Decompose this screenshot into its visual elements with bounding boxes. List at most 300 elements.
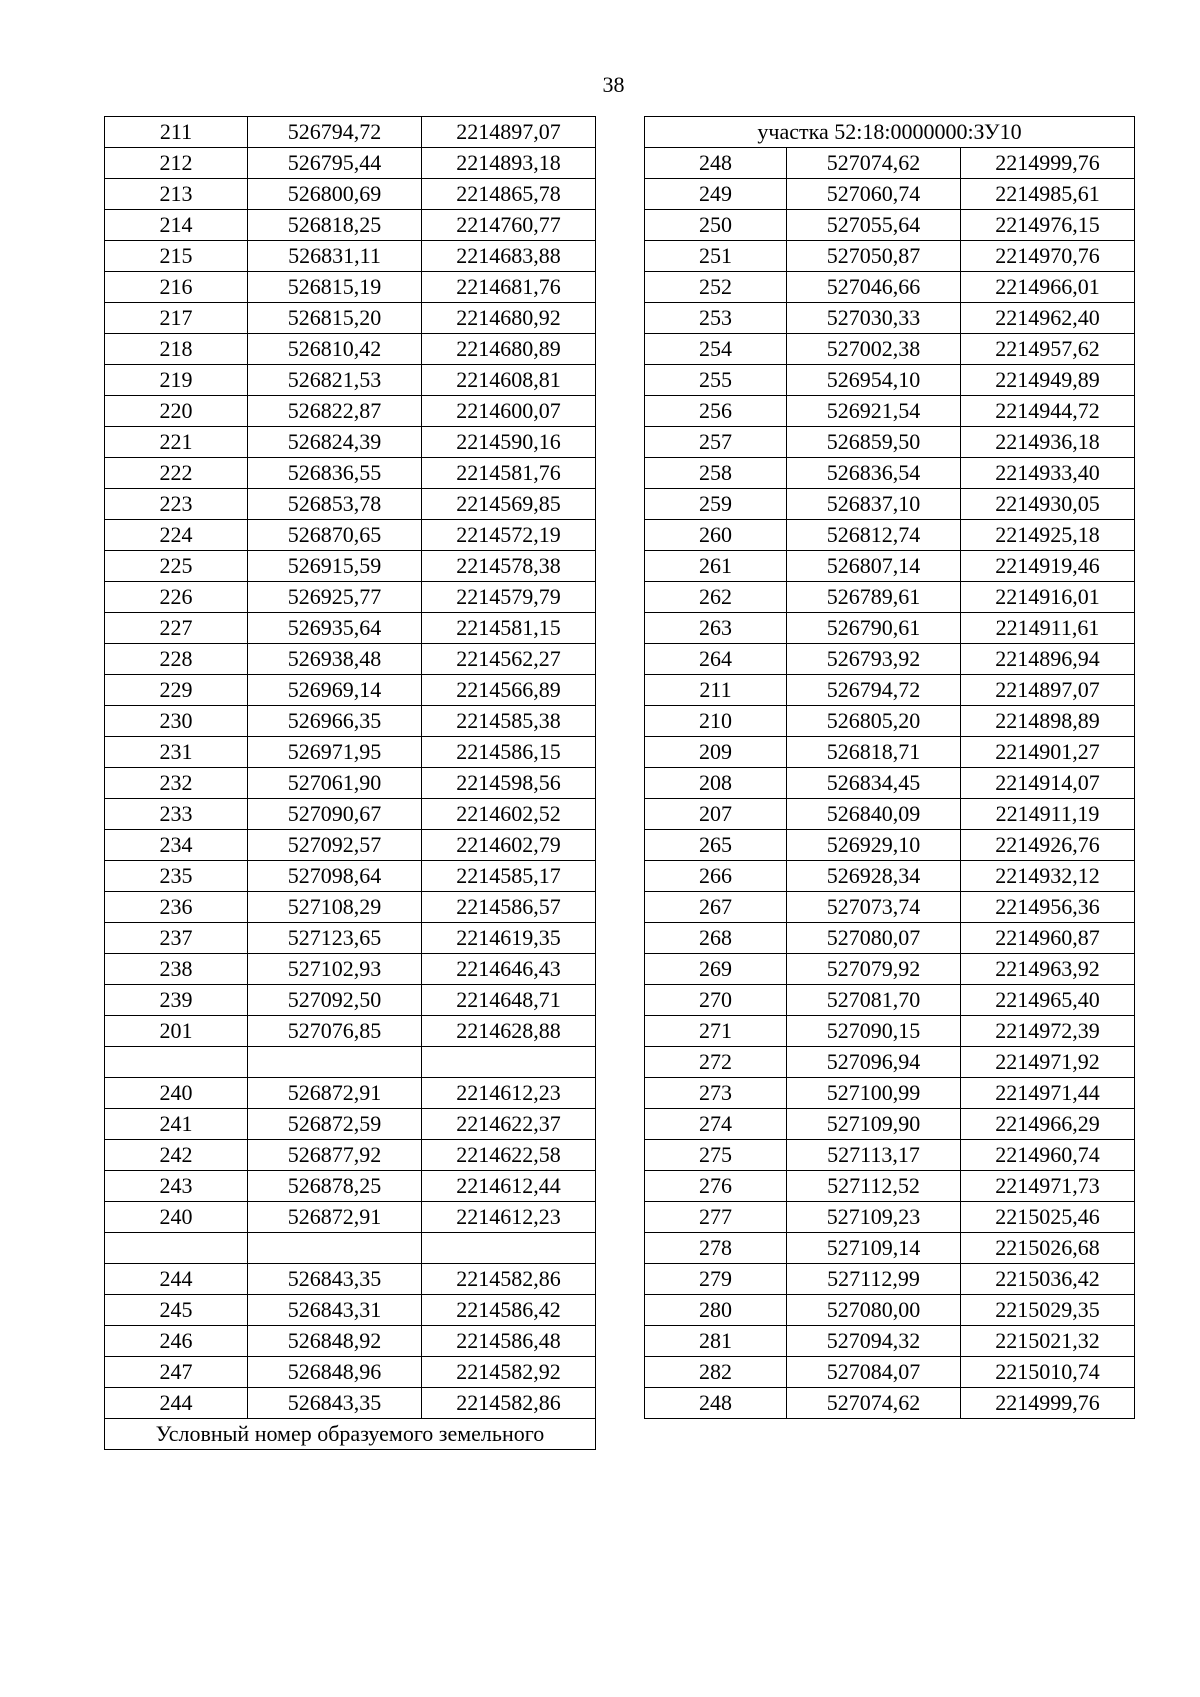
x-coordinate-cell: 526878,25 <box>248 1171 422 1202</box>
y-coordinate-cell: 2214999,76 <box>961 1388 1135 1419</box>
point-number-cell: 248 <box>645 1388 787 1419</box>
point-number-cell: 237 <box>105 923 248 954</box>
table-row <box>105 892 596 923</box>
x-coordinate-cell: 527102,93 <box>248 954 422 985</box>
x-coordinate-cell: 526969,14 <box>248 675 422 706</box>
table-row <box>105 1233 596 1264</box>
y-coordinate-cell: 2214572,19 <box>422 520 596 551</box>
y-coordinate-cell: 2214566,89 <box>422 675 596 706</box>
point-number-cell: 243 <box>105 1171 248 1202</box>
point-number-cell: 207 <box>645 799 787 830</box>
x-coordinate-cell: 526790,61 <box>787 613 961 644</box>
table-row <box>645 179 1135 210</box>
x-coordinate-cell: 526843,35 <box>248 1264 422 1295</box>
table-row <box>105 1047 596 1078</box>
point-number-cell: 231 <box>105 737 248 768</box>
x-coordinate-cell: 526848,96 <box>248 1357 422 1388</box>
table-row <box>105 799 596 830</box>
coordinates-table-right-body <box>645 148 1135 1419</box>
table-row <box>645 520 1135 551</box>
point-number-cell: 249 <box>645 179 787 210</box>
coordinates-table-left <box>104 116 596 1450</box>
table-row <box>645 427 1135 458</box>
point-number-cell: 254 <box>645 334 787 365</box>
x-coordinate-cell: 527109,90 <box>787 1109 961 1140</box>
point-number-cell: 273 <box>645 1078 787 1109</box>
y-coordinate-cell: 2214898,89 <box>961 706 1135 737</box>
x-coordinate-cell: 527060,74 <box>787 179 961 210</box>
y-coordinate-cell <box>422 1047 596 1078</box>
x-coordinate-cell: 527073,74 <box>787 892 961 923</box>
y-coordinate-cell: 2214569,85 <box>422 489 596 520</box>
table-row <box>105 241 596 272</box>
table-row <box>645 613 1135 644</box>
y-coordinate-cell: 2214971,92 <box>961 1047 1135 1078</box>
table-row <box>105 1264 596 1295</box>
y-coordinate-cell: 2215025,46 <box>961 1202 1135 1233</box>
point-number-cell: 233 <box>105 799 248 830</box>
point-number-cell: 250 <box>645 210 787 241</box>
table-row <box>645 303 1135 334</box>
table-row <box>645 1233 1135 1264</box>
point-number-cell: 269 <box>645 954 787 985</box>
table-row <box>645 923 1135 954</box>
point-number-cell: 282 <box>645 1357 787 1388</box>
table-row <box>105 706 596 737</box>
y-coordinate-cell: 2214933,40 <box>961 458 1135 489</box>
y-coordinate-cell: 2214911,19 <box>961 799 1135 830</box>
coordinates-table-left-body <box>105 117 596 1419</box>
table-row <box>645 1326 1135 1357</box>
point-number-cell: 236 <box>105 892 248 923</box>
table-row <box>645 892 1135 923</box>
table-row <box>645 768 1135 799</box>
point-number-cell: 264 <box>645 644 787 675</box>
y-coordinate-cell: 2214646,43 <box>422 954 596 985</box>
y-coordinate-cell: 2214966,29 <box>961 1109 1135 1140</box>
table-row <box>105 830 596 861</box>
table-row <box>645 241 1135 272</box>
y-coordinate-cell: 2214932,12 <box>961 861 1135 892</box>
table-row <box>105 458 596 489</box>
y-coordinate-cell: 2214622,58 <box>422 1140 596 1171</box>
coordinates-table-right <box>644 116 1135 1419</box>
y-coordinate-cell: 2214944,72 <box>961 396 1135 427</box>
y-coordinate-cell: 2214622,37 <box>422 1109 596 1140</box>
point-number-cell: 272 <box>645 1047 787 1078</box>
point-number-cell: 244 <box>105 1264 248 1295</box>
table-row <box>105 675 596 706</box>
x-coordinate-cell: 527113,17 <box>787 1140 961 1171</box>
y-coordinate-cell: 2214897,07 <box>961 675 1135 706</box>
table-footer-row <box>105 1419 596 1450</box>
y-coordinate-cell: 2214971,44 <box>961 1078 1135 1109</box>
x-coordinate-cell: 527080,00 <box>787 1295 961 1326</box>
table-row <box>645 1047 1135 1078</box>
x-coordinate-cell: 526800,69 <box>248 179 422 210</box>
y-coordinate-cell: 2214612,44 <box>422 1171 596 1202</box>
point-number-cell: 277 <box>645 1202 787 1233</box>
point-number-cell: 275 <box>645 1140 787 1171</box>
y-coordinate-cell: 2215029,35 <box>961 1295 1135 1326</box>
point-number-cell: 278 <box>645 1233 787 1264</box>
point-number-cell: 260 <box>645 520 787 551</box>
point-number-cell: 219 <box>105 365 248 396</box>
point-number-cell: 257 <box>645 427 787 458</box>
y-coordinate-cell: 2214586,48 <box>422 1326 596 1357</box>
point-number-cell: 267 <box>645 892 787 923</box>
table-row <box>105 117 596 148</box>
point-number-cell: 211 <box>105 117 248 148</box>
table-row <box>105 365 596 396</box>
table-row <box>105 396 596 427</box>
y-coordinate-cell: 2214680,92 <box>422 303 596 334</box>
point-number-cell: 271 <box>645 1016 787 1047</box>
x-coordinate-cell: 526824,39 <box>248 427 422 458</box>
table-row <box>105 737 596 768</box>
table-row <box>105 1202 596 1233</box>
x-coordinate-cell: 527098,64 <box>248 861 422 892</box>
x-coordinate-cell: 527108,29 <box>248 892 422 923</box>
x-coordinate-cell: 526872,91 <box>248 1078 422 1109</box>
y-coordinate-cell: 2214581,76 <box>422 458 596 489</box>
y-coordinate-cell: 2214957,62 <box>961 334 1135 365</box>
y-coordinate-cell: 2214926,76 <box>961 830 1135 861</box>
point-number-cell: 244 <box>105 1388 248 1419</box>
x-coordinate-cell: 526877,92 <box>248 1140 422 1171</box>
y-coordinate-cell: 2214914,07 <box>961 768 1135 799</box>
y-coordinate-cell: 2214619,35 <box>422 923 596 954</box>
point-number-cell: 240 <box>105 1202 248 1233</box>
x-coordinate-cell: 527090,15 <box>787 1016 961 1047</box>
y-coordinate-cell: 2214578,38 <box>422 551 596 582</box>
point-number-cell: 270 <box>645 985 787 1016</box>
y-coordinate-cell: 2214965,40 <box>961 985 1135 1016</box>
x-coordinate-cell: 526837,10 <box>787 489 961 520</box>
point-number-cell: 274 <box>645 1109 787 1140</box>
x-coordinate-cell: 526966,35 <box>248 706 422 737</box>
point-number-cell: 216 <box>105 272 248 303</box>
x-coordinate-cell: 527046,66 <box>787 272 961 303</box>
x-coordinate-cell: 526938,48 <box>248 644 422 675</box>
table-row <box>645 1140 1135 1171</box>
y-coordinate-cell: 2214585,38 <box>422 706 596 737</box>
y-coordinate-cell: 2214586,57 <box>422 892 596 923</box>
point-number-cell: 241 <box>105 1109 248 1140</box>
x-coordinate-cell: 526794,72 <box>248 117 422 148</box>
point-number-cell: 238 <box>105 954 248 985</box>
x-coordinate-cell: 526843,35 <box>248 1388 422 1419</box>
y-coordinate-cell: 2214598,56 <box>422 768 596 799</box>
y-coordinate-cell: 2214586,42 <box>422 1295 596 1326</box>
point-number-cell: 212 <box>105 148 248 179</box>
table-row <box>645 1295 1135 1326</box>
point-number-cell: 215 <box>105 241 248 272</box>
y-coordinate-cell: 2214985,61 <box>961 179 1135 210</box>
table-row <box>645 1078 1135 1109</box>
point-number-cell: 211 <box>645 675 787 706</box>
x-coordinate-cell: 527050,87 <box>787 241 961 272</box>
table-row <box>105 1388 596 1419</box>
x-coordinate-cell <box>248 1233 422 1264</box>
x-coordinate-cell: 526870,65 <box>248 520 422 551</box>
point-number-cell: 235 <box>105 861 248 892</box>
table-row <box>105 179 596 210</box>
table-row <box>645 644 1135 675</box>
table-row <box>105 1326 596 1357</box>
point-number-cell: 276 <box>645 1171 787 1202</box>
table-row <box>645 1388 1135 1419</box>
table-row <box>105 1171 596 1202</box>
table-row <box>645 551 1135 582</box>
y-coordinate-cell: 2214925,18 <box>961 520 1135 551</box>
y-coordinate-cell: 2214972,39 <box>961 1016 1135 1047</box>
table-row <box>645 1264 1135 1295</box>
point-number-cell: 242 <box>105 1140 248 1171</box>
table-row <box>645 954 1135 985</box>
x-coordinate-cell: 526794,72 <box>787 675 961 706</box>
y-coordinate-cell: 2214930,05 <box>961 489 1135 520</box>
table-row <box>645 272 1135 303</box>
table-row <box>645 675 1135 706</box>
x-coordinate-cell: 527074,62 <box>787 148 961 179</box>
table-row <box>105 1140 596 1171</box>
table-footer-caption: Условный номер образуемого земельного <box>105 1419 596 1450</box>
point-number-cell: 262 <box>645 582 787 613</box>
x-coordinate-cell: 526843,31 <box>248 1295 422 1326</box>
table-row <box>645 582 1135 613</box>
table-row <box>105 210 596 241</box>
point-number-cell: 252 <box>645 272 787 303</box>
point-number-cell: 239 <box>105 985 248 1016</box>
point-number-cell: 265 <box>645 830 787 861</box>
x-coordinate-cell: 527096,94 <box>787 1047 961 1078</box>
y-coordinate-cell: 2214585,17 <box>422 861 596 892</box>
x-coordinate-cell: 527100,99 <box>787 1078 961 1109</box>
point-number-cell: 208 <box>645 768 787 799</box>
table-row <box>645 210 1135 241</box>
point-number-cell: 230 <box>105 706 248 737</box>
x-coordinate-cell: 527061,90 <box>248 768 422 799</box>
y-coordinate-cell: 2214936,18 <box>961 427 1135 458</box>
x-coordinate-cell: 527094,32 <box>787 1326 961 1357</box>
table-header-row <box>645 117 1135 148</box>
point-number-cell: 280 <box>645 1295 787 1326</box>
y-coordinate-cell: 2214971,73 <box>961 1171 1135 1202</box>
point-number-cell: 232 <box>105 768 248 799</box>
table-row <box>645 334 1135 365</box>
x-coordinate-cell: 527112,52 <box>787 1171 961 1202</box>
table-row <box>105 644 596 675</box>
y-coordinate-cell: 2214970,76 <box>961 241 1135 272</box>
x-coordinate-cell: 526840,09 <box>787 799 961 830</box>
point-number-cell: 224 <box>105 520 248 551</box>
point-number-cell: 228 <box>105 644 248 675</box>
y-coordinate-cell: 2214901,27 <box>961 737 1135 768</box>
table-row <box>645 861 1135 892</box>
x-coordinate-cell: 526812,74 <box>787 520 961 551</box>
point-number-cell: 229 <box>105 675 248 706</box>
y-coordinate-cell: 2214916,01 <box>961 582 1135 613</box>
y-coordinate-cell: 2215036,42 <box>961 1264 1135 1295</box>
x-coordinate-cell: 526848,92 <box>248 1326 422 1357</box>
point-number-cell: 255 <box>645 365 787 396</box>
x-coordinate-cell: 527112,99 <box>787 1264 961 1295</box>
point-number-cell: 279 <box>645 1264 787 1295</box>
x-coordinate-cell: 527076,85 <box>248 1016 422 1047</box>
y-coordinate-cell: 2214600,07 <box>422 396 596 427</box>
point-number-cell: 209 <box>645 737 787 768</box>
x-coordinate-cell: 526921,54 <box>787 396 961 427</box>
x-coordinate-cell: 527109,14 <box>787 1233 961 1264</box>
y-coordinate-cell: 2214896,94 <box>961 644 1135 675</box>
point-number-cell: 240 <box>105 1078 248 1109</box>
y-coordinate-cell: 2214683,88 <box>422 241 596 272</box>
x-coordinate-cell: 526935,64 <box>248 613 422 644</box>
point-number-cell: 263 <box>645 613 787 644</box>
x-coordinate-cell: 527079,92 <box>787 954 961 985</box>
table-row <box>105 148 596 179</box>
x-coordinate-cell: 526810,42 <box>248 334 422 365</box>
point-number-cell: 246 <box>105 1326 248 1357</box>
table-row <box>645 985 1135 1016</box>
table-row <box>105 1295 596 1326</box>
x-coordinate-cell: 527092,57 <box>248 830 422 861</box>
point-number-cell: 222 <box>105 458 248 489</box>
y-coordinate-cell: 2215026,68 <box>961 1233 1135 1264</box>
y-coordinate-cell: 2214680,89 <box>422 334 596 365</box>
x-coordinate-cell: 526805,20 <box>787 706 961 737</box>
point-number-cell: 213 <box>105 179 248 210</box>
table-row <box>105 923 596 954</box>
x-coordinate-cell: 526928,34 <box>787 861 961 892</box>
y-coordinate-cell: 2215010,74 <box>961 1357 1135 1388</box>
point-number-cell <box>105 1233 248 1264</box>
point-number-cell: 253 <box>645 303 787 334</box>
table-row <box>105 861 596 892</box>
x-coordinate-cell: 526807,14 <box>787 551 961 582</box>
x-coordinate-cell: 526795,44 <box>248 148 422 179</box>
table-row <box>645 489 1135 520</box>
y-coordinate-cell: 2214590,16 <box>422 427 596 458</box>
y-coordinate-cell: 2214579,79 <box>422 582 596 613</box>
y-coordinate-cell: 2214681,76 <box>422 272 596 303</box>
y-coordinate-cell: 2214562,27 <box>422 644 596 675</box>
y-coordinate-cell: 2214582,86 <box>422 1264 596 1295</box>
y-coordinate-cell: 2214960,74 <box>961 1140 1135 1171</box>
x-coordinate-cell: 527090,67 <box>248 799 422 830</box>
x-coordinate-cell: 526834,45 <box>787 768 961 799</box>
table-row <box>105 303 596 334</box>
table-row <box>645 458 1135 489</box>
y-coordinate-cell: 2214581,15 <box>422 613 596 644</box>
point-number-cell: 221 <box>105 427 248 458</box>
x-coordinate-cell: 527092,50 <box>248 985 422 1016</box>
x-coordinate-cell: 527081,70 <box>787 985 961 1016</box>
y-coordinate-cell: 2214608,81 <box>422 365 596 396</box>
point-number-cell: 259 <box>645 489 787 520</box>
y-coordinate-cell: 2214999,76 <box>961 148 1135 179</box>
y-coordinate-cell: 2214949,89 <box>961 365 1135 396</box>
point-number-cell: 226 <box>105 582 248 613</box>
y-coordinate-cell: 2214956,36 <box>961 892 1135 923</box>
y-coordinate-cell: 2214976,15 <box>961 210 1135 241</box>
y-coordinate-cell: 2214586,15 <box>422 737 596 768</box>
point-number-cell: 201 <box>105 1016 248 1047</box>
x-coordinate-cell: 526971,95 <box>248 737 422 768</box>
table-row <box>105 954 596 985</box>
x-coordinate-cell <box>248 1047 422 1078</box>
y-coordinate-cell: 2214760,77 <box>422 210 596 241</box>
point-number-cell: 261 <box>645 551 787 582</box>
table-row <box>105 489 596 520</box>
table-row <box>645 830 1135 861</box>
point-number-cell: 227 <box>105 613 248 644</box>
table-row <box>105 272 596 303</box>
x-coordinate-cell: 526831,11 <box>248 241 422 272</box>
table-row <box>645 1202 1135 1233</box>
x-coordinate-cell: 526859,50 <box>787 427 961 458</box>
x-coordinate-cell: 526929,10 <box>787 830 961 861</box>
table-row <box>645 1109 1135 1140</box>
x-coordinate-cell: 526789,61 <box>787 582 961 613</box>
point-number-cell: 251 <box>645 241 787 272</box>
y-coordinate-cell: 2214865,78 <box>422 179 596 210</box>
y-coordinate-cell: 2214893,18 <box>422 148 596 179</box>
table-row <box>645 737 1135 768</box>
y-coordinate-cell: 2214612,23 <box>422 1202 596 1233</box>
table-row <box>645 799 1135 830</box>
x-coordinate-cell: 526836,55 <box>248 458 422 489</box>
table-row <box>105 613 596 644</box>
table-row <box>645 1016 1135 1047</box>
x-coordinate-cell: 526815,20 <box>248 303 422 334</box>
x-coordinate-cell: 526872,91 <box>248 1202 422 1233</box>
table-row <box>105 1109 596 1140</box>
x-coordinate-cell: 527080,07 <box>787 923 961 954</box>
y-coordinate-cell: 2215021,32 <box>961 1326 1135 1357</box>
point-number-cell: 266 <box>645 861 787 892</box>
y-coordinate-cell: 2214582,92 <box>422 1357 596 1388</box>
y-coordinate-cell: 2214648,71 <box>422 985 596 1016</box>
table-row <box>645 365 1135 396</box>
y-coordinate-cell: 2214897,07 <box>422 117 596 148</box>
x-coordinate-cell: 526793,92 <box>787 644 961 675</box>
table-row <box>105 520 596 551</box>
table-row <box>105 1078 596 1109</box>
table-row <box>105 551 596 582</box>
x-coordinate-cell: 527030,33 <box>787 303 961 334</box>
point-number-cell: 256 <box>645 396 787 427</box>
table-row <box>105 1357 596 1388</box>
point-number-cell <box>105 1047 248 1078</box>
point-number-cell: 268 <box>645 923 787 954</box>
y-coordinate-cell <box>422 1233 596 1264</box>
table-row <box>105 582 596 613</box>
point-number-cell: 245 <box>105 1295 248 1326</box>
x-coordinate-cell: 526815,19 <box>248 272 422 303</box>
table-row <box>105 768 596 799</box>
x-coordinate-cell: 526954,10 <box>787 365 961 396</box>
x-coordinate-cell: 527109,23 <box>787 1202 961 1233</box>
point-number-cell: 225 <box>105 551 248 582</box>
y-coordinate-cell: 2214911,61 <box>961 613 1135 644</box>
point-number-cell: 248 <box>645 148 787 179</box>
table-row <box>645 148 1135 179</box>
table-row <box>105 1016 596 1047</box>
table-row <box>645 706 1135 737</box>
point-number-cell: 217 <box>105 303 248 334</box>
